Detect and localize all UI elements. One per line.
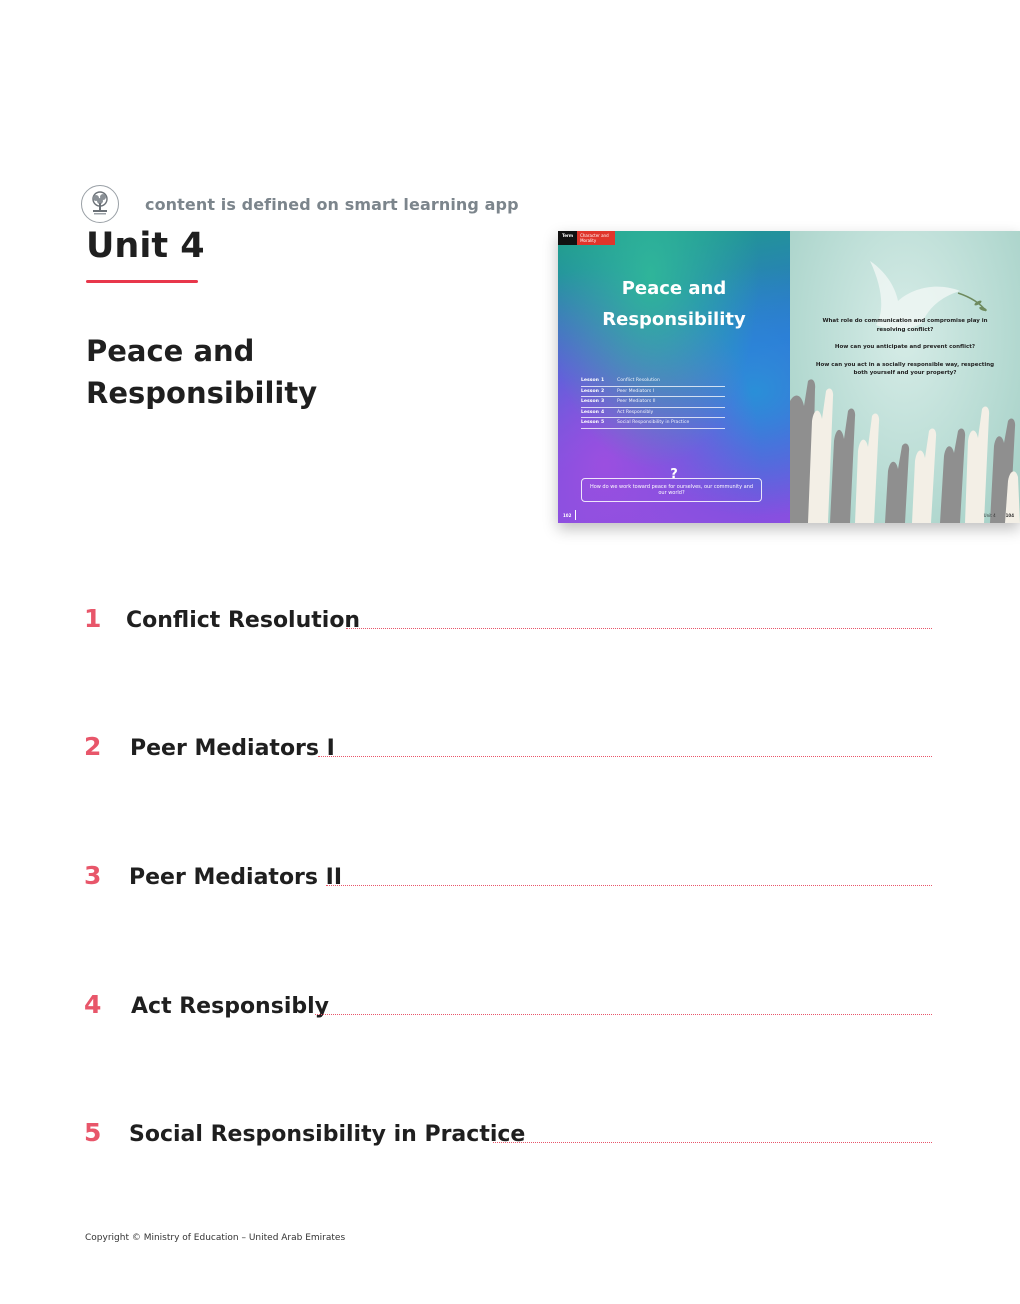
cover-title-line1: Peace and [621, 278, 727, 299]
toc-title: Act Responsibly [131, 994, 329, 1019]
toc-item-act-responsibly[interactable] [0, 990, 1020, 1030]
lesson-title: Act Responsibly [617, 409, 654, 415]
toc-dot-leader [493, 1142, 932, 1143]
lesson-word: Lesson [581, 420, 599, 426]
lesson-title: Peer Mediators I [617, 388, 655, 394]
cover-lesson-row [581, 397, 725, 408]
lesson-number: 2 [601, 388, 605, 394]
cover-lesson-row [581, 418, 725, 429]
unit-subtitle: Peace and Responsibility [86, 334, 318, 410]
cover-left-page [558, 231, 790, 523]
lesson-number: 5 [601, 420, 605, 426]
toc-item-social-responsibility[interactable] [0, 1118, 1020, 1158]
toc-item-conflict-resolution[interactable] [0, 604, 1020, 644]
lesson-title: Social Responsibility in Practice [617, 420, 690, 426]
toc-number: 5 [84, 1118, 102, 1147]
cover-lesson-row [581, 387, 725, 398]
toc-number: 2 [84, 732, 102, 761]
question-mark-icon: ? [670, 467, 678, 482]
cover-right-page [790, 231, 1020, 523]
toc-dot-leader [346, 628, 932, 629]
cover-title-line2: Responsibility [602, 309, 746, 330]
lesson-number: 4 [601, 409, 605, 415]
toc-number: 4 [84, 990, 102, 1019]
lesson-number: 3 [601, 399, 605, 405]
toc-number: 3 [84, 861, 102, 890]
right-page-number [984, 513, 1014, 518]
toc-title: Social Responsibility in Practice [129, 1122, 526, 1147]
lesson-number: 1 [601, 378, 605, 384]
smart-learning-note: content is defined on smart learning app [145, 194, 519, 214]
badge-subject: Character and Morality [577, 231, 615, 245]
unit-question: How can you anticipate and prevent conflict? [834, 344, 976, 350]
ministry-tree-logo-icon [81, 185, 119, 223]
copyright-footer: Copyright © Ministry of Education – United Arab Emirates [85, 1233, 346, 1243]
lesson-word: Lesson [581, 409, 599, 415]
unit-question: How can you act in a socially responsible way, respecting both yourself and your property? [815, 361, 995, 376]
unit-title: Unit 4 [86, 226, 205, 266]
toc-title: Peer Mediators I [130, 736, 335, 761]
cover-lesson-row [581, 408, 725, 419]
toc-item-peer-mediators-ii[interactable] [0, 861, 1020, 901]
unit-questions [810, 317, 1000, 387]
lesson-word: Lesson [581, 388, 599, 394]
lesson-title: Peer Mediators II [617, 399, 656, 405]
cover-lesson-row [581, 376, 725, 387]
cover-badge [558, 231, 615, 245]
big-question-box: How do we work toward peace for ourselves, our community and our world? [581, 478, 762, 502]
lesson-word: Lesson [581, 378, 599, 384]
cover-title [558, 273, 790, 335]
unit-question: What role do communication and compromise play in resolving conflict? [822, 318, 988, 333]
page-header [81, 185, 519, 223]
toc-item-peer-mediators-i[interactable] [0, 732, 1020, 772]
toc-dot-leader [315, 1014, 932, 1015]
left-page-number: 102 [563, 513, 572, 518]
toc-dot-leader [318, 756, 932, 757]
lesson-word: Lesson [581, 399, 599, 405]
badge-term: Term [558, 231, 577, 245]
right-page-label: Unit 4 [983, 513, 996, 518]
toc-title: Peer Mediators II [129, 865, 343, 890]
lesson-title: Conflict Resolution [617, 378, 660, 384]
cover-lesson-list [581, 376, 725, 429]
unit-cover-thumbnail [558, 231, 1020, 523]
right-page-num: 104 [1005, 513, 1014, 518]
toc-title: Conflict Resolution [126, 608, 361, 633]
toc-dot-leader [326, 885, 932, 886]
toc-number: 1 [84, 604, 102, 633]
unit-title-underline [86, 280, 198, 283]
